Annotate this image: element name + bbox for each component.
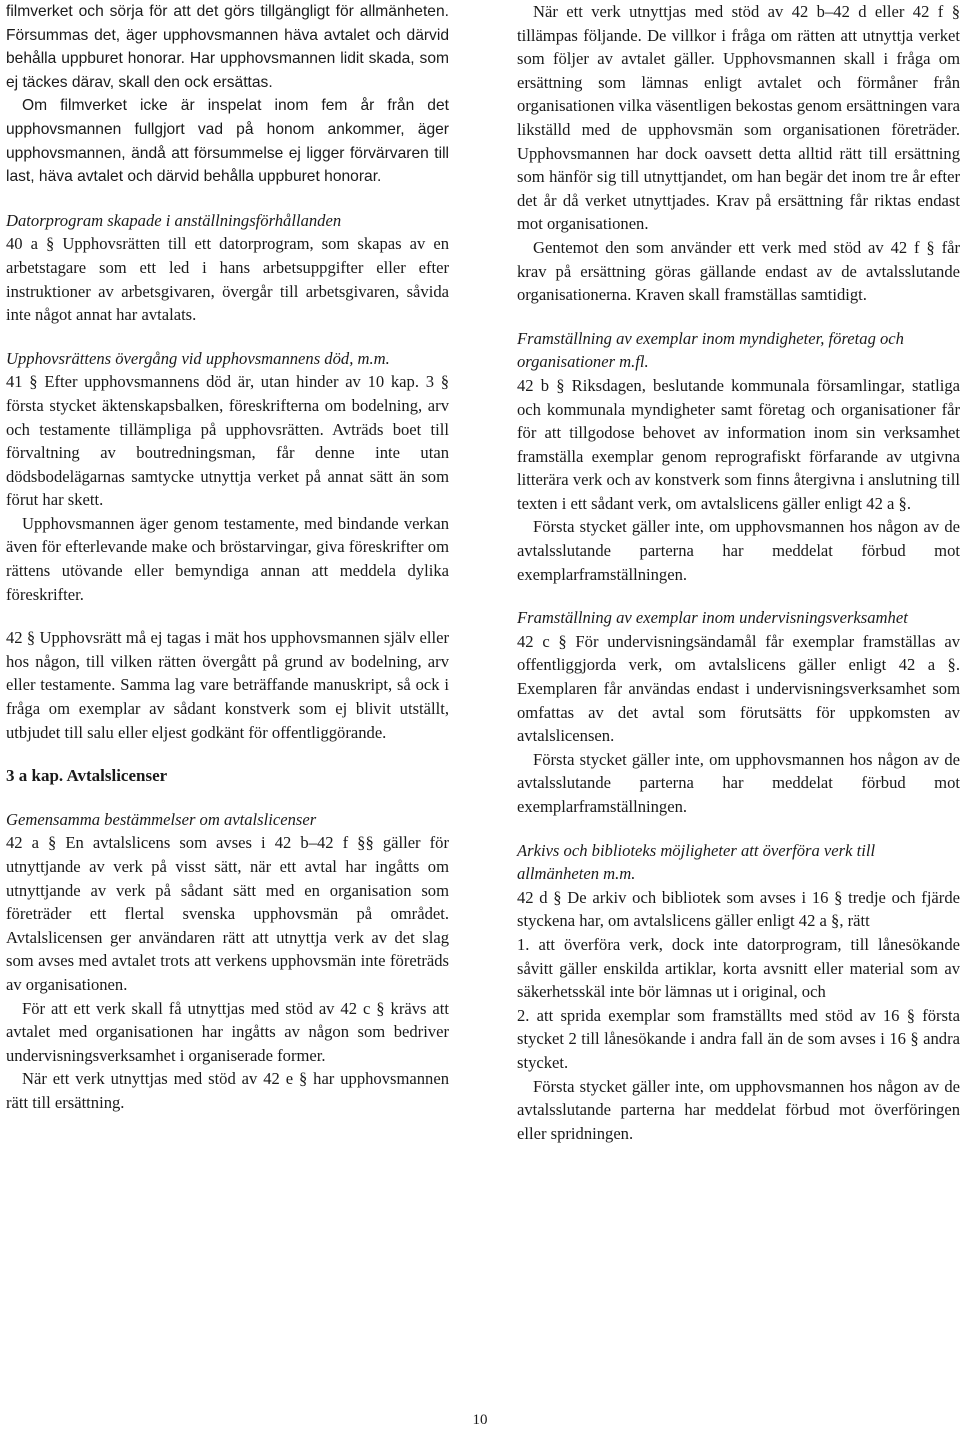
right-paragraph: 42 c § För undervisningsändamål får exemplar framställas av offentliggjorda verk, om avtalslicens gäller enligt 42 a §. Exemplaren får användas endast i undervisningsverksamhet som omfattas av det avtal som förutsätts för uppkomsten av avtalslicensen. <box>517 631 960 746</box>
left-paragraph: Upphovsmannen äger genom testamente, med bindande verkan även för efterlevande make och bröstarvingar, giva föreskrifter om rättens utövande eller bemyndiga annan att meddela dylika föreskrifter. <box>6 513 449 604</box>
right-paragraph: 1. att överföra verk, dock inte datorprogram, till lånesökande såvitt gäller enskilda artiklar, korta avsnitt eller material som av säkerhetsskäl inte bör lämnas ut i original, och <box>517 934 960 1002</box>
left-paragraph: 40 a § Upphovsrätten till ett datorprogram, som skapas av en arbetstagare som ett led i hans arbetsuppgifter eller efter instruktioner av arbetsgivaren, övergår till arbetsgivaren, såvida inte något annat har avtalats. <box>6 234 449 325</box>
right-paragraph: Första stycket gäller inte, om upphovsmannen hos någon av de avtalsslutande parterna har meddelat förbud mot exemplarframställningen. <box>517 517 960 584</box>
right-paragraph: 42 b § Riksdagen, beslutande kommunala församlingar, statliga och kommunala myndigheter samt företag och organisationer får för att tillgodose behovet av information inom sin verksamhet framställa exemplar genom reprografiskt förfarande av utgivna litterära verk och av konstverk som finns återgivna i anslutning till texten i ett sådant verk, om avtalslicens gäller enligt 42 a §. <box>517 375 960 513</box>
left-paragraph: Om filmverket icke är inspelat inom fem år från det upphovsmannen fullgjort vad på honom ankommer, äger upphovsmannen, ändå att försummelse ej ligger förvärvaren till last, häva avtalet och därvid behålla uppburet honorar. <box>6 97 449 186</box>
left-chapter-heading: 3 a kap. Avtalslicenser <box>6 766 168 786</box>
left-heading: Gemensamma bestämmelser om avtalslicenser <box>6 809 317 829</box>
left-paragraph: 41 § Efter upphovsmannens död är, utan hinder av 10 kap. 3 § första stycket äktenskapsbalken, föreskrifterna om bodelning, arv och testamente tillämpliga på upphovsrätten. Avträds boet till förvaltning av boutredningsman, får denne inte utan dödsbodelägarnas samtycke utnyttja verket på annat sätt än som förut har skett. <box>6 372 449 510</box>
right-paragraph: Gentemot den som använder ett verk med stöd av 42 f § får krav på ersättning göras gällande endast av de avtalsslutande organisationerna. Kraven skall framställas samtidigt. <box>517 237 960 305</box>
left-paragraph: 42 a § En avtalslicens som avses i 42 b–42 f §§ gäller för utnyttjande av verk på visst sätt, när ett avtal har ingåtts om utnyttjande av verk på sådant sätt med en organisation som företräder ett flertal svenska upphovsmän på området. Avtalslicensen ger användaren rätt att utnyttja verk av det slag som avses med avtalet trots att verkens upphovsmän inte företräds av organisationen. <box>6 833 449 994</box>
right-paragraph: Första stycket gäller inte, om upphovsmannen hos någon av de avtalsslutande parterna har meddelat förbud mot överföringen eller spridningen. <box>517 1076 960 1143</box>
right-heading: Arkivs och biblioteks möjligheter att överföra verk till allmänheten m.m. <box>517 840 876 884</box>
right-column <box>517 0 960 1145</box>
left-column <box>6 0 449 1115</box>
left-paragraph: För att ett verk skall få utnyttjas med stöd av 42 c § krävs att avtalet med organisationen har ingåtts av någon som bedriver undervisningsverksamhet i organiserade former. <box>6 998 449 1065</box>
right-paragraph: Första stycket gäller inte, om upphovsmannen hos någon av de avtalsslutande parterna har meddelat förbud mot exemplarframställningen. <box>517 749 960 816</box>
left-heading: Upphovsrättens övergång vid upphovsmannens död, m.m. <box>6 348 390 368</box>
right-heading: Framställning av exemplar inom myndigheter, företag och organisationer m.fl. <box>517 328 904 372</box>
left-paragraph: filmverket och sörja för att det görs tillgängligt för allmänheten. Försummas det, äger upphovsmannen häva avtalet och därvid behålla uppburet honorar. Har upphovsmannen lidit skada, som ej täckes därav, skall den ock ersättas. <box>6 3 449 91</box>
right-paragraph: När ett verk utnyttjas med stöd av 42 b–42 d eller 42 f § tillämpas följande. De villkor i fråga om rätten att utnyttja verket som följer av avtalet gäller. Upphovsmannen skall i fråga om ersättning som lämnas enligt avtalet och förmåner från organisationen vilka väsentligen bekostas genom ersättningen vara likställd med de upphovsmän som organisationen företräder. Upphovsmannen har dock oavsett detta alltid rätt till ersättning som hänför sig till utnyttjandet, om han begär det inom tre år efter det år då verket utnyttjades. Krav på ersättning får riktas endast mot organisationen. <box>517 2 960 234</box>
right-paragraph: 2. att sprida exemplar som framställts med stöd av 16 § första stycket 2 till lånesökande i andra fall än de som avses i 16 § andra stycket. <box>517 1005 960 1072</box>
left-paragraph: 42 § Upphovsrätt må ej tagas i mät hos upphovsmannen själv eller hos någon, till vilken rätten övergått på grund av bodelning, arv eller testamente. Samma lag vare beträffande manuskript, så ock i fråga om exemplar av sådant konstverk som ej blivit utställt, utbjudet till salu eller eljest godkänt för offentliggörande. <box>6 628 449 742</box>
right-heading: Framställning av exemplar inom undervisningsverksamhet <box>517 608 908 628</box>
left-paragraph: När ett verk utnyttjas med stöd av 42 e § har upphovsmannen rätt till ersättning. <box>6 1069 449 1112</box>
left-heading: Datorprogram skapade i anställningsförhållanden <box>6 210 342 230</box>
page-number: 10 <box>472 1412 488 1428</box>
right-paragraph: 42 d § De arkiv och bibliotek som avses i 16 § tredje och fjärde styckena har, om avtalslicens gäller enligt 42 a §, rätt <box>517 887 960 931</box>
